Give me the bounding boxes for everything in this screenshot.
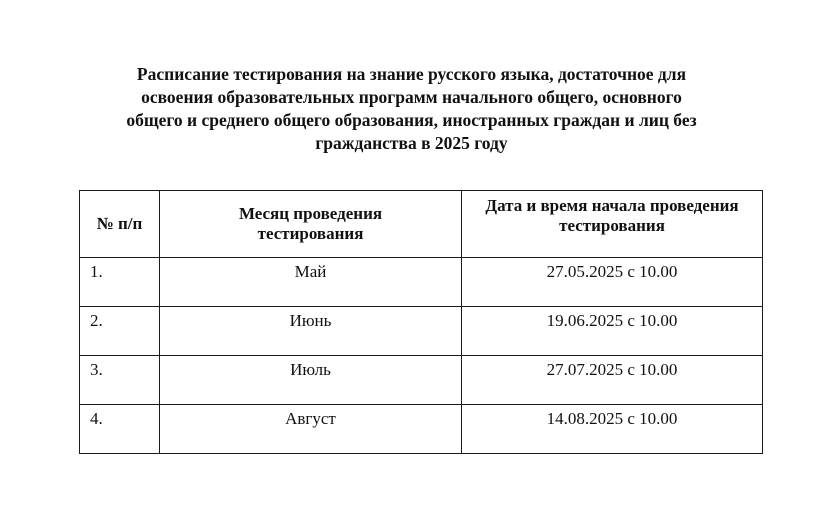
- header-month-line: Месяц проведения: [238, 204, 383, 223]
- schedule-table: [79, 190, 763, 454]
- header-number: № п/п: [80, 191, 160, 258]
- row-month: Май: [160, 258, 462, 307]
- title-line: общего и среднего общего образования, иностранных граждан и лиц без: [126, 110, 697, 130]
- header-datetime-line: Дата и время начала проведения: [485, 196, 739, 215]
- row-month: Июнь: [160, 307, 462, 356]
- row-number: 3.: [80, 356, 160, 405]
- table-row: [80, 258, 763, 307]
- row-datetime: 19.06.2025 с 10.00: [462, 307, 763, 356]
- table-row: [80, 307, 763, 356]
- header-datetime: [462, 191, 763, 258]
- row-number: 2.: [80, 307, 160, 356]
- title-line: Расписание тестирования на знание русского языка, достаточное для: [136, 64, 687, 84]
- document-title: [60, 63, 763, 155]
- table-row: [80, 356, 763, 405]
- table-row: [80, 405, 763, 454]
- row-month: Август: [160, 405, 462, 454]
- row-number: 4.: [80, 405, 160, 454]
- row-datetime: 14.08.2025 с 10.00: [462, 405, 763, 454]
- header-month-line: тестирования: [257, 224, 364, 243]
- title-line: гражданства в 2025 году: [315, 133, 508, 153]
- header-datetime-line: тестирования: [559, 216, 665, 235]
- row-datetime: 27.05.2025 с 10.00: [462, 258, 763, 307]
- row-month: Июль: [160, 356, 462, 405]
- table-header-row: [80, 191, 763, 258]
- header-month: [160, 191, 462, 258]
- row-number: 1.: [80, 258, 160, 307]
- row-datetime: 27.07.2025 с 10.00: [462, 356, 763, 405]
- title-line: освоения образовательных программ начального общего, основного: [141, 87, 682, 107]
